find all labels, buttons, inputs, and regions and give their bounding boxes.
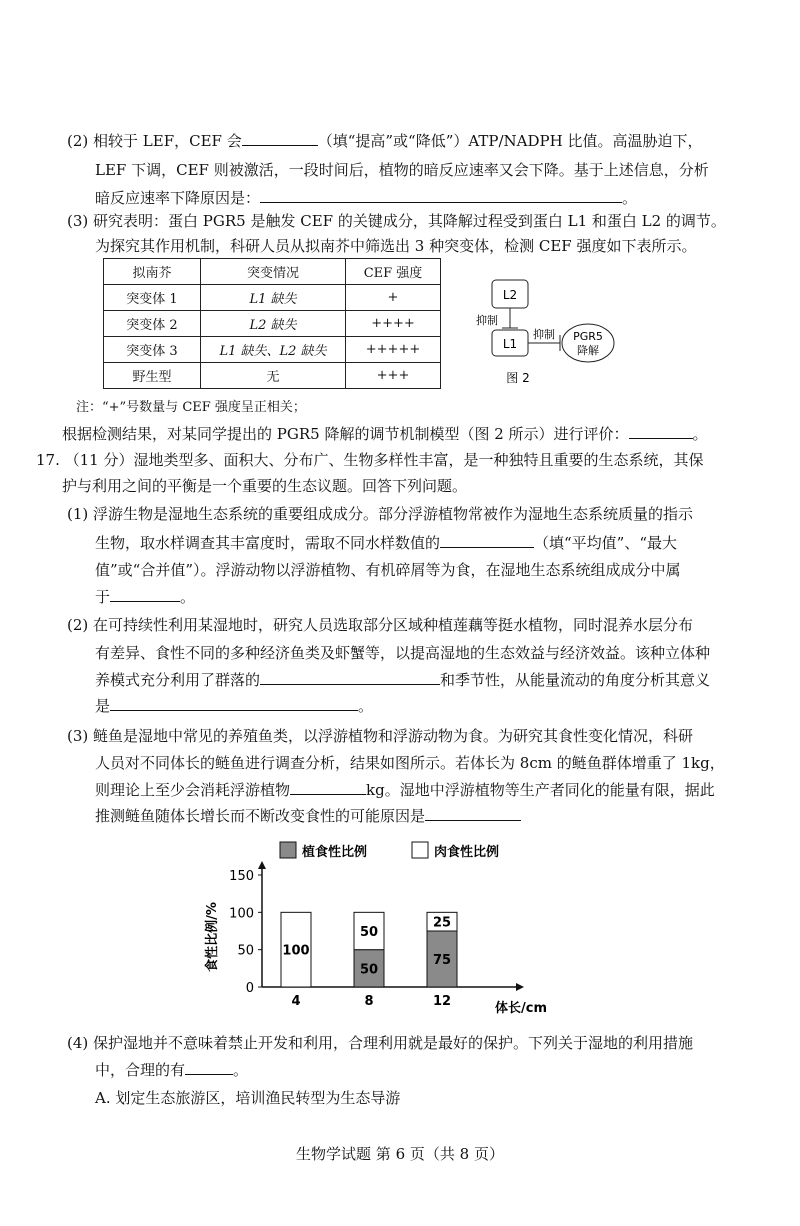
q16-2-line2: LEF 下调，CEF 则被激活，一段时间后，植物的暗反应速率又会下降。基于上述信息，分析 <box>95 161 709 179</box>
q17-intro-1: 17. （11 分）湿地类型多、面积大、分布广、生物多样性丰富，是一种独特且重要的生态系统，其保 <box>36 451 704 469</box>
chart-plot-area <box>229 861 524 1009</box>
x-axis-label: 体长/cm <box>495 1001 548 1016</box>
l2-label: L2 <box>502 288 518 302</box>
q17-4-line1: (4) 保护湿地并不意味着禁止开发和利用，合理利用就是最好的保护。下列关于湿地的利用措施 <box>67 1034 694 1052</box>
q17-3-line1: (3) 鲢鱼是湿地中常见的养殖鱼类，以浮游植物和浮游动物为食。为研究其食性变化情况，科研 <box>67 727 694 745</box>
legend-swatch-carnivory <box>412 842 428 858</box>
x-axis-arrow <box>516 983 524 991</box>
answer-blank[interactable] <box>110 587 180 602</box>
x-tick-label: 12 <box>432 994 452 1009</box>
figure-2-diagram <box>470 268 640 388</box>
y-tick-label: 0 <box>245 981 254 996</box>
legend-swatch-herbivory <box>280 842 296 858</box>
diet-ratio-chart <box>190 832 570 1022</box>
x-tick-label: 4 <box>291 994 301 1009</box>
q17-2-line2: 有差异、食性不同的多种经济鱼类及虾蟹等，以提高湿地的生态效益与经济效益。该种立体种 <box>95 644 711 662</box>
q17-1-line2: 生物，取水样调查其丰富度时，需取不同水样数值的 （填“平均值”、“最大 <box>95 534 678 552</box>
table-header: 突变情况 <box>201 259 346 285</box>
bar-data-label: 100 <box>282 943 310 959</box>
q17-2-line4: 是 。 <box>95 697 374 715</box>
q17-2-line1: (2) 在可持续性利用某湿地时，研究人员选取部分区域种植莲藕等挺水植物，同时混养水层分布 <box>67 616 694 634</box>
legend-label: 肉食性比例 <box>434 845 500 860</box>
table-row: 突变体 1 L1 缺失 + <box>104 285 441 311</box>
answer-blank[interactable] <box>260 670 440 685</box>
q17-3-line4: 推测鲢鱼随体长增长而不断改变食性的可能原因是 <box>95 806 521 826</box>
chart-legend <box>280 842 499 860</box>
table-header: 拟南芥 <box>104 259 201 285</box>
table-row: 突变体 2 L2 缺失 ++++ <box>104 311 441 337</box>
table-header-row <box>104 259 441 285</box>
answer-blank[interactable] <box>185 1060 233 1075</box>
answer-blank[interactable] <box>290 780 366 795</box>
mutant-table <box>103 258 441 389</box>
q16-2-line1: (2) 相较于 LEF，CEF 会 （填“提高”或“降低”）ATP/NADPH 比值。高温胁迫下， <box>67 132 703 150</box>
x-tick-label: 8 <box>364 994 374 1009</box>
q17-1-line4: 于 。 <box>95 588 196 606</box>
bar-data-label: 25 <box>432 915 452 931</box>
y-tick-label: 100 <box>229 906 254 922</box>
y-axis-arrow <box>258 861 266 869</box>
y-tick-label: 50 <box>237 943 254 959</box>
answer-blank[interactable] <box>440 533 534 548</box>
q16-3-evaluation: 根据检测结果，对某同学提出的 PGR5 降解的调节机制模型（图 2 所示）进行评价： 。 <box>62 425 708 443</box>
figure-2-caption: 图 2 <box>506 371 530 385</box>
bar-data-label: 50 <box>359 925 379 940</box>
q17-3-line3: 则理论上至少会消耗浮游植物 kg。湿地中浮游植物等生产者同化的能量有限，据此 <box>95 781 715 799</box>
q17-intro-2: 护与利用之间的平衡是一个重要的生态议题。回答下列问题。 <box>62 477 468 495</box>
q17-4-line2: 中，合理的有 。 <box>95 1061 249 1079</box>
q16-3-line2: 为探究其作用机制，科研人员从拟南芥中筛选出 3 种突变体，检测 CEF 强度如下表所示。 <box>95 237 697 255</box>
table-header: CEF 强度 <box>346 259 441 285</box>
page-footer: 生物学试题 第 6 页（共 8 页） <box>296 1145 504 1163</box>
table-note: 注：“+”号数量与 CEF 强度呈正相关； <box>76 400 306 415</box>
inhibit-label-1: 抑制 <box>476 314 498 327</box>
answer-blank[interactable] <box>110 696 358 711</box>
answer-blank[interactable] <box>260 188 622 203</box>
y-axis-label: 食性比例/% <box>205 902 220 972</box>
legend-label: 植食性比例 <box>302 845 368 860</box>
bar-data-label: 50 <box>359 962 379 978</box>
pgr5-label: PGR5 <box>573 330 603 343</box>
q16-3-line1: (3) 研究表明：蛋白 PGR5 是触发 CEF 的关键成分，其降解过程受到蛋白 L1 和蛋白 L2 的调节。 <box>67 212 726 230</box>
answer-blank[interactable] <box>425 806 521 821</box>
table-row: 野生型 无 +++ <box>104 363 441 389</box>
answer-blank[interactable] <box>242 131 318 146</box>
q16-2-line3: 暗反应速率下降原因是： 。 <box>95 189 638 207</box>
q17-4-option-a: A. 划定生态旅游区，培训渔民转型为生态导游 <box>95 1089 401 1107</box>
q17-1-line1: (1) 浮游生物是湿地生态系统的重要组成成分。部分浮游植物常被作为湿地生态系统质量的指示 <box>67 505 694 523</box>
q17-2-line3: 养模式充分利用了群落的 和季节性，从能量流动的角度分析其意义 <box>95 671 711 689</box>
l1-label: L1 <box>502 337 518 351</box>
inhibit-label-2: 抑制 <box>533 328 555 341</box>
answer-blank[interactable] <box>629 424 693 439</box>
table-row: 突变体 3 L1 缺失、L2 缺失 +++++ <box>104 337 441 363</box>
pgr5-degrade-label: 降解 <box>577 344 599 357</box>
bar-data-label: 75 <box>432 953 452 968</box>
q17-1-line3: 值”或“合并值”）。浮游动物以浮游植物、有机碎屑等为食，在湿地生态系统组成成分中属 <box>95 561 681 579</box>
y-tick-label: 150 <box>229 869 254 884</box>
q17-3-line2: 人员对不同体长的鲢鱼进行调查分析，结果如图所示。若体长为 8cm 的鲢鱼群体增重了 1kg， <box>95 754 725 772</box>
